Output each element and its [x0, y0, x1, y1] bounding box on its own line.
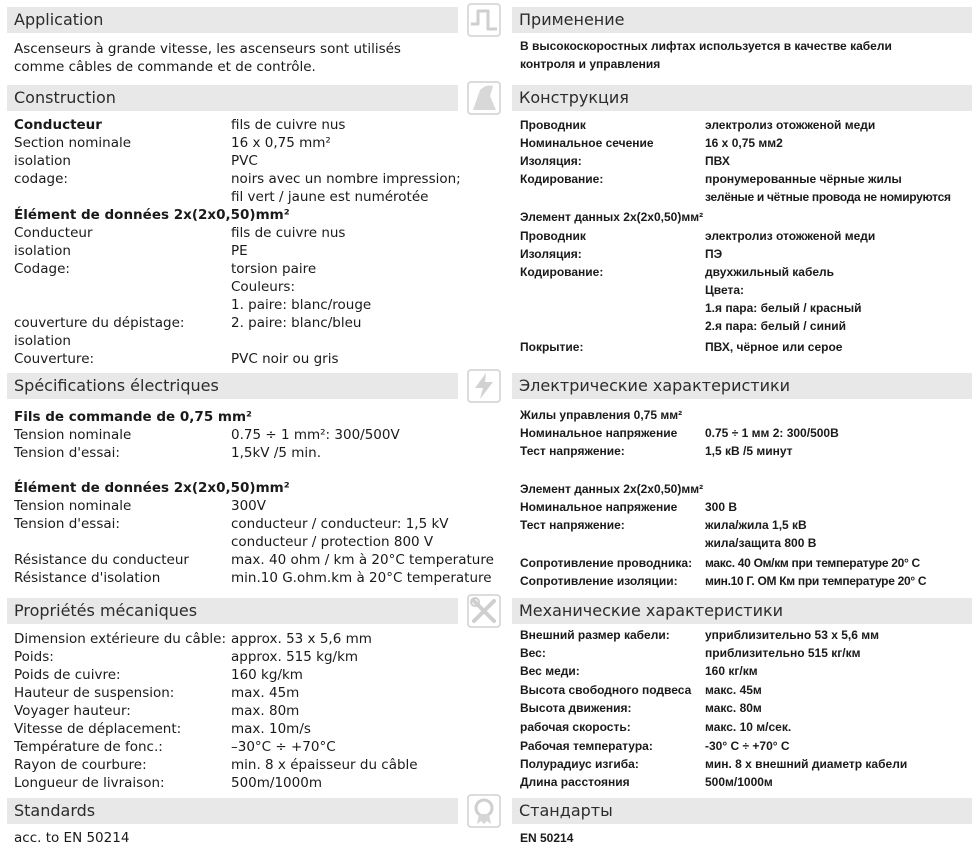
electrical-value-fr: max. 40 ohm / km à 20°C temperature — [231, 552, 494, 568]
construction-value-ru: 16 x 0,75 мм2 — [705, 136, 783, 150]
electrical-value-fr: conducteur / conducteur: 1,5 kV — [231, 516, 449, 532]
electrical-value-fr: min.10 G.ohm.km à 20°C temperature — [231, 570, 492, 586]
construction-label-ru: Элемент данных 2x(2x0,50)мм² — [520, 210, 704, 224]
mechanical-value-ru: макс. 80м — [705, 701, 762, 715]
section-header-electrical-fr: Spécifications électriques — [7, 373, 458, 399]
construction-value-ru: зелёные и чётные провода не номируются — [705, 190, 951, 204]
electrical-label-fr: Tension d'essai: — [14, 445, 120, 461]
electrical-label-fr: Résistance d'isolation — [14, 570, 161, 586]
section-header-application-ru: Применение — [512, 7, 972, 33]
section-header-mechanical-ru: Механические характеристики — [512, 598, 972, 624]
electrical-label-ru: Тест напряжение: — [520, 518, 625, 532]
mechanical-value-fr: 500m/1000m — [231, 775, 322, 791]
construction-value-ru: двухжильный кабель — [705, 265, 835, 279]
mechanical-label-fr: Température de fonc.: — [14, 739, 163, 755]
standards-text-fr: acc. to EN 50214 — [14, 830, 130, 846]
construction-value-ru: 2.я пара: белый / синий — [705, 319, 846, 333]
construction-value-fr: fil vert / jaune est numérotée — [231, 189, 429, 205]
mechanical-value-fr: –30°C ÷ +70°C — [231, 739, 336, 755]
mechanical-value-ru: приблизительно 515 кг/км — [705, 646, 861, 660]
construction-value-fr: noirs avec un nombre impression; — [231, 171, 461, 187]
standards-text-ru: EN 50214 — [520, 831, 574, 845]
construction-label-fr: Élément de données 2x(2x0,50)mm² — [14, 207, 290, 223]
electrical-value-ru: 1,5 кВ /5 минут — [705, 444, 793, 458]
electrical-value-fr: 0.75 ÷ 1 mm²: 300/500V — [231, 427, 400, 443]
mechanical-value-ru: 500м/1000м — [705, 775, 773, 789]
mechanical-label-ru: рабочая скорость: — [520, 720, 631, 734]
electrical-value-fr: 300V — [231, 498, 267, 514]
mechanical-label-ru: Высота движения: — [520, 701, 632, 715]
mechanical-value-ru: уприблизительно 53 x 5,6 мм — [705, 628, 880, 642]
construction-value-fr: PVC noir ou gris — [231, 351, 339, 367]
construction-value-ru: ПВХ — [705, 154, 730, 168]
electrical-value-ru: жила/жила 1,5 кВ — [705, 518, 807, 532]
electrical-value-ru: макс. 40 Ом/км при температуре 20° С — [705, 556, 920, 570]
electrical-icon — [466, 368, 502, 404]
construction-label-ru: Кодирование: — [520, 265, 604, 279]
construction-value-fr: 1. paire: blanc/rouge — [231, 297, 372, 313]
construction-label-ru: Изоляция: — [520, 154, 582, 168]
electrical-label-ru: Сопротивление изоляции: — [520, 574, 678, 588]
mechanical-label-ru: Высота свободного подвеса — [520, 683, 692, 697]
section-header-application-fr: Application — [7, 7, 458, 33]
electrical-value-ru: 0.75 ÷ 1 мм 2: 300/500В — [705, 426, 839, 440]
construction-value-ru: электролиз отожженой меди — [705, 118, 876, 132]
electrical-label-ru: Элемент данных 2x(2x0,50)мм² — [520, 482, 704, 496]
section-header-construction-ru: Конструкция — [512, 85, 972, 111]
application-line-fr: Ascenseurs à grande vitesse, les ascenseurs sont utilisés — [14, 41, 401, 57]
mechanical-value-ru: мин. 8 х внешний диаметр кабели — [705, 757, 908, 771]
electrical-value-fr: conducteur / protection 800 V — [231, 534, 434, 550]
application-line-ru: В высокоскоростных лифтах используется в качестве кабели — [520, 39, 892, 53]
mechanical-value-ru: макс. 10 м/сек. — [705, 720, 792, 734]
section-header-mechanical-fr: Propriétés mécaniques — [7, 598, 458, 624]
mechanical-label-ru: Рабочая температура: — [520, 739, 653, 753]
section-header-construction-fr: Construction — [7, 85, 458, 111]
construction-value-fr: Couleurs: — [231, 279, 295, 295]
electrical-label-ru: Сопротивление проводника: — [520, 556, 693, 570]
electrical-label-ru: Номинальное напряжение — [520, 426, 678, 440]
electrical-value-ru: мин.10 Г. ОМ Км при температуре 20° С — [705, 574, 927, 588]
section-header-standards-fr: Standards — [7, 798, 458, 824]
construction-label-fr: Codage: — [14, 261, 70, 277]
mechanical-label-ru: Внешний размер кабели: — [520, 628, 670, 642]
mechanical-label-fr: Vitesse de déplacement: — [14, 721, 182, 737]
construction-value-fr: fils de cuivre nus — [231, 225, 346, 241]
mechanical-tools-icon — [466, 593, 502, 629]
mechanical-label-ru: Вес меди: — [520, 664, 580, 678]
construction-label-fr: Couverture: — [14, 351, 95, 367]
construction-value-fr: 16 x 0,75 mm² — [231, 135, 331, 151]
construction-label-ru: Проводник — [520, 229, 586, 243]
construction-label-ru: Номинальное сечение — [520, 136, 654, 150]
construction-value-fr: torsion paire — [231, 261, 317, 277]
electrical-value-fr: 1,5kV /5 min. — [231, 445, 321, 461]
construction-value-fr: PVC — [231, 153, 258, 169]
mechanical-value-fr: 160 kg/km — [231, 667, 303, 683]
construction-label-fr: Conducteur — [14, 117, 102, 133]
mechanical-label-fr: Longueur de livraison: — [14, 775, 165, 791]
mechanical-value-fr: approx. 53 x 5,6 mm — [231, 631, 372, 647]
mechanical-label-fr: Hauteur de suspension: — [14, 685, 175, 701]
construction-label-fr: isolation — [14, 153, 71, 169]
electrical-label-fr: Résistance du conducteur — [14, 552, 189, 568]
construction-label-fr: isolation — [14, 243, 71, 259]
mechanical-value-ru: макс. 45м — [705, 683, 762, 697]
electrical-label-ru: Тест напряжение: — [520, 444, 625, 458]
construction-value-ru: ПВХ, чёрное или серое — [705, 340, 843, 354]
electrical-label-fr: Tension nominale — [14, 498, 132, 514]
electrical-value-ru: жила/защита 800 В — [705, 536, 817, 550]
mechanical-label-ru: Длина расстояния — [520, 775, 630, 789]
application-icon — [466, 2, 502, 38]
mechanical-value-fr: max. 80m — [231, 703, 300, 719]
construction-label-fr: couverture du dépistage: — [14, 315, 185, 331]
electrical-label-fr: Fils de commande de 0,75 mm² — [14, 409, 252, 425]
construction-label-fr: isolation — [14, 333, 71, 349]
electrical-label-fr: Élément de données 2x(2x0,50)mm² — [14, 480, 290, 496]
mechanical-value-ru: 160 кг/км — [705, 664, 758, 678]
mechanical-label-fr: Rayon de courbure: — [14, 757, 147, 773]
construction-label-ru: Покрытие: — [520, 340, 584, 354]
section-header-standards-ru: Стандарты — [512, 798, 972, 824]
mechanical-value-fr: max. 45m — [231, 685, 300, 701]
construction-value-fr: PE — [231, 243, 248, 259]
construction-label-fr: Section nominale — [14, 135, 132, 151]
construction-value-ru: 1.я пара: белый / красный — [705, 301, 862, 315]
electrical-label-fr: Tension d'essai: — [14, 516, 120, 532]
mechanical-label-fr: Poids de cuivre: — [14, 667, 121, 683]
construction-value-ru: Цвета: — [705, 283, 745, 297]
application-line-ru: контроля и управления — [520, 57, 661, 71]
construction-value-ru: электролиз отожженой меди — [705, 229, 876, 243]
mechanical-label-fr: Dimension extérieure du câble: — [14, 631, 227, 647]
construction-label-ru: Кодирование: — [520, 172, 604, 186]
mechanical-label-ru: Вес: — [520, 646, 546, 660]
mechanical-value-fr: max. 10m/s — [231, 721, 311, 737]
construction-value-ru: пронумерованные чёрные жилы — [705, 172, 902, 186]
construction-value-ru: ПЭ — [705, 247, 723, 261]
section-header-electrical-ru: Электрические характеристики — [512, 373, 972, 399]
construction-icon — [466, 80, 502, 116]
mechanical-value-fr: approx. 515 kg/km — [231, 649, 359, 665]
mechanical-value-fr: min. 8 x épaisseur du câble — [231, 757, 418, 773]
electrical-label-ru: Жилы управления 0,75 мм² — [520, 408, 683, 422]
construction-label-ru: Изоляция: — [520, 247, 582, 261]
construction-label-ru: Проводник — [520, 118, 586, 132]
electrical-label-fr: Tension nominale — [14, 427, 132, 443]
construction-label-fr: Conducteur — [14, 225, 93, 241]
construction-label-fr: codage: — [14, 171, 68, 187]
mechanical-label-fr: Voyager hauteur: — [14, 703, 131, 719]
electrical-value-ru: 300 В — [705, 500, 738, 514]
construction-value-fr: 2. paire: blanc/bleu — [231, 315, 362, 331]
standards-certificate-icon — [466, 793, 502, 829]
construction-value-fr: fils de cuivre nus — [231, 117, 346, 133]
mechanical-value-ru: -30° С ÷ +70° С — [705, 739, 790, 753]
mechanical-label-fr: Poids: — [14, 649, 54, 665]
mechanical-label-ru: Полурадиус изгиба: — [520, 757, 639, 771]
application-line-fr: comme câbles de commande et de contrôle. — [14, 59, 316, 75]
electrical-label-ru: Номинальное напряжение — [520, 500, 678, 514]
